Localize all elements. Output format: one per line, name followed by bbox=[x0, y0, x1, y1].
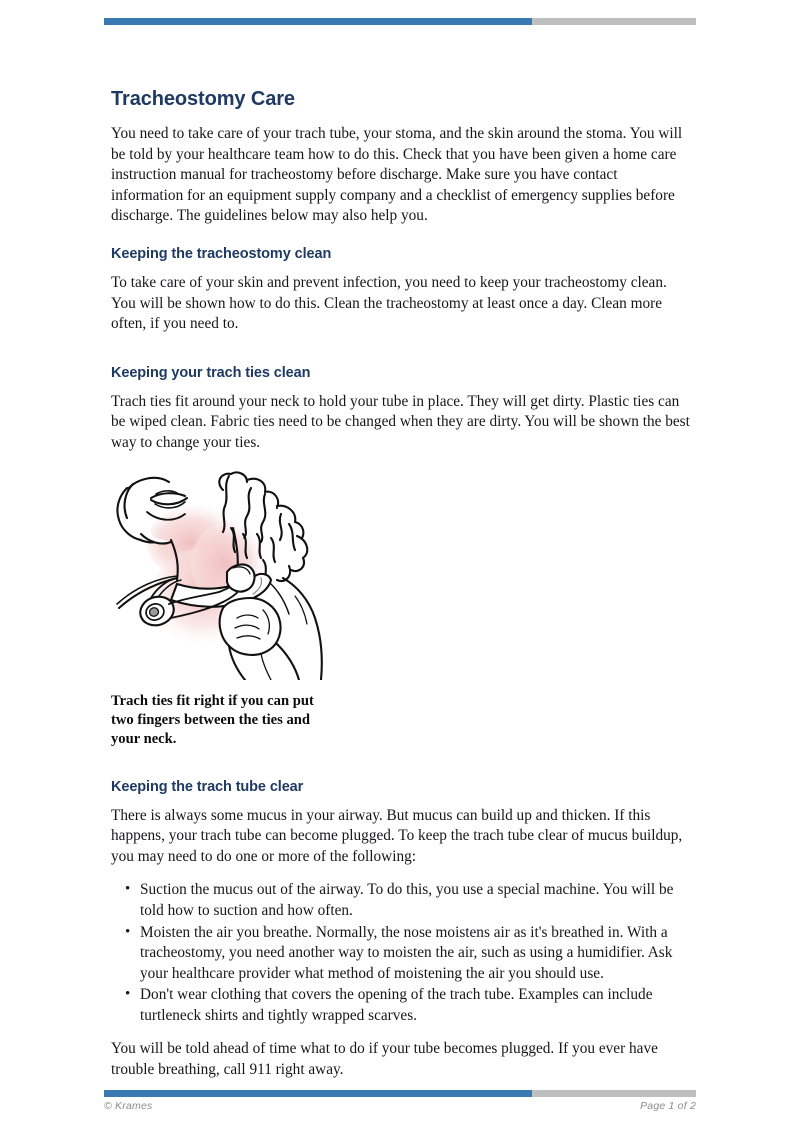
footer-rule bbox=[104, 1090, 696, 1097]
header-rule-blue-segment bbox=[104, 18, 532, 25]
section-paragraph-clean-tracheostomy: To take care of your skin and prevent infection, you need to keep your tracheostomy clean. You will be shown how to do this. Clean the tracheostomy at least once a day. Clean more often, if you need to. bbox=[111, 273, 667, 333]
list-item: • Don't wear clothing that covers the opening of the trach tube. Examples can include turtleneck shirts and tightly wrapped scarves. bbox=[140, 985, 693, 1026]
footer-rule-gray-segment bbox=[532, 1090, 696, 1097]
header-rule-gray-segment bbox=[532, 18, 696, 25]
tracheostomy-ties-illustration-icon bbox=[111, 468, 339, 680]
footer-page-number: Page 1 of 2 bbox=[640, 1100, 696, 1112]
document-content bbox=[111, 88, 693, 1081]
clear-tube-bullet-list bbox=[111, 880, 693, 1026]
section-paragraph-clear-tube: There is always some mucus in your airway. But mucus can build up and thicken. If this happens, your trach tube can become plugged. To keep the trach tube clear of mucus buildup, you may need to do one or more of the following: bbox=[111, 806, 683, 865]
page-footer bbox=[104, 1100, 696, 1112]
tracheostomy-ties-figure bbox=[111, 468, 341, 749]
closing-paragraph: You will be told ahead of time what to do if your tube becomes plugged. If you ever have trouble breathing, call 911 right away. bbox=[111, 1040, 658, 1079]
figure-caption: Trach ties fit right if you can put two fingers between the ties and your neck. bbox=[111, 692, 314, 747]
intro-paragraph: You need to take care of your trach tube, your stoma, and the skin around the stoma. You will be told by your healthcare team how to do this. Check that you have been given a home care instruction manual for tracheostomy before discharge. Make sure you have contact information for an equipment supply company and a checklist of emergency supplies before discharge. The guidelines below may also help you. bbox=[111, 125, 683, 225]
section-heading-clean-ties: Keeping your trach ties clean bbox=[111, 364, 311, 381]
section-heading-clean-tracheostomy: Keeping the tracheostomy clean bbox=[111, 245, 332, 262]
list-item: • Moisten the air you breathe. Normally, the nose moistens air as it's breathed in. With a tracheostomy, you need another way to moisten the air, such as using a humidifier. Ask your healthcare provider what method of moistening the air you should use. bbox=[140, 923, 693, 985]
page-title: Tracheostomy Care bbox=[111, 88, 295, 110]
footer-copyright: © Krames bbox=[104, 1100, 153, 1112]
section-paragraph-clean-ties: Trach ties fit around your neck to hold your tube in place. They will get dirty. Plastic ties can be wiped clean. Fabric ties need to be changed when they are dirty. You will be shown the best way to change your ties. bbox=[111, 392, 690, 451]
footer-rule-blue-segment bbox=[104, 1090, 532, 1097]
list-item: • Suction the mucus out of the airway. To do this, you use a special machine. You will be told how to suction and how often. bbox=[140, 880, 693, 921]
header-rule bbox=[104, 18, 696, 25]
section-heading-clear-tube: Keeping the trach tube clear bbox=[111, 778, 304, 795]
